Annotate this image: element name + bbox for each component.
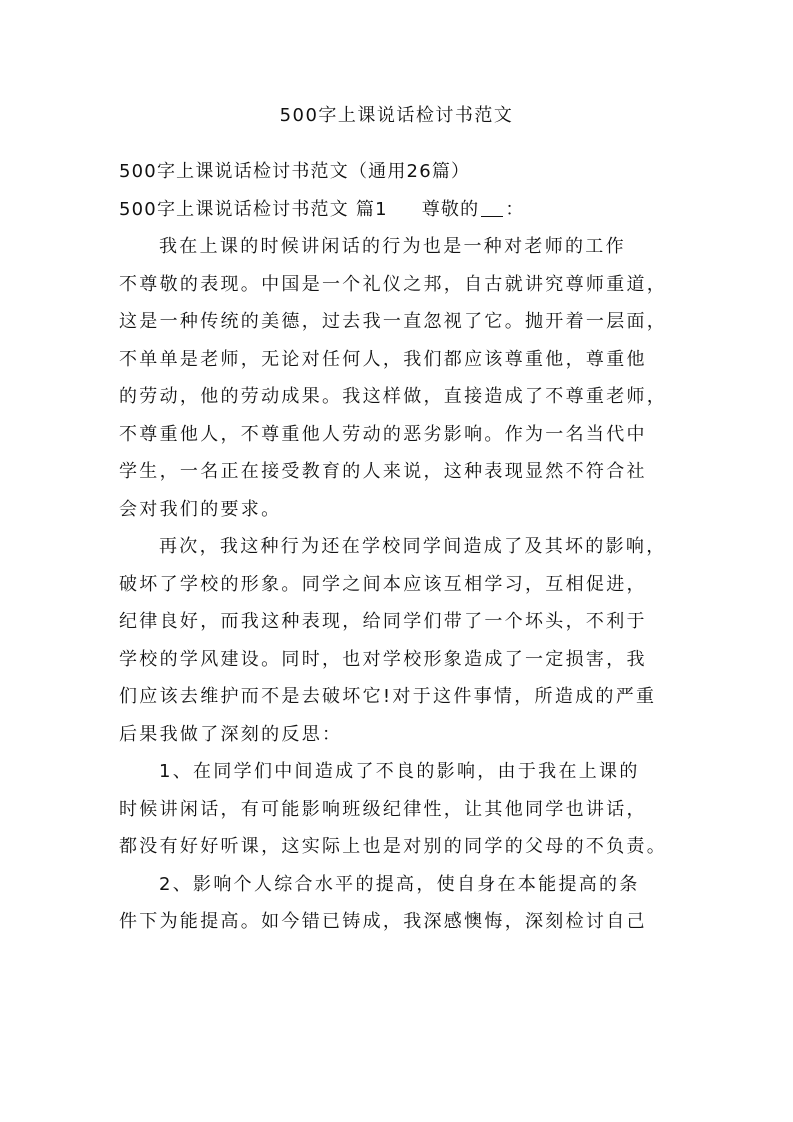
paragraph-line: 学生，一名正在接受教育的人来说，这种表现显然不符合社 (119, 461, 647, 482)
salutation-prefix: 尊敬的 (421, 198, 480, 220)
paragraph-line: 不尊重他人，不尊重他人劳动的恶劣影响。作为一名当代中 (119, 423, 647, 445)
list-item-line: 1、在同学们中间造成了不良的影响，由于我在上课的 (159, 761, 640, 782)
list-item-line: 2、影响个人综合水平的提高，使自身在本能提高的条 (159, 873, 640, 895)
paragraph-line: 的劳动，他的劳动成果。我这样做，直接造成了不尊重老师， (119, 386, 668, 407)
section-heading-label: 500字上课说话检讨书范文 篇1 (119, 198, 388, 220)
paragraph-line: 不单单是老师，无论对任何人，我们都应该尊重他，尊重他 (119, 348, 647, 370)
recipient-blank (481, 198, 503, 217)
paragraph-line: 纪律良好，而我这种表现，给同学们带了一个坏头，不利于 (119, 611, 647, 632)
section-heading (119, 195, 685, 233)
list-item-line: 时候讲闲话，有可能影响班级纪律性，让其他同学也讲话， (119, 798, 647, 820)
paragraph-line: 我在上课的时候讲闲话的行为也是一种对老师的工作 (159, 236, 626, 257)
paragraph-line: 后果我做了深刻的反思： (119, 723, 343, 745)
paragraph-line: 会对我们的要求。 (119, 498, 282, 520)
document-subtitle: 500字上课说话检讨书范文（通用26篇） (119, 161, 471, 182)
document-title: 500字上课说话检讨书范文 (279, 105, 514, 126)
paragraph-line: 这是一种传统的美德，过去我一直忽视了它。抛开着一层面， (119, 311, 668, 332)
list-item-line: 件下为能提高。如今错已铸成，我深感懊悔，深刻检讨自己 (119, 911, 647, 932)
document-body (119, 157, 685, 945)
salutation-suffix: ： (505, 198, 525, 220)
paragraph-line: 学校的学风建设。同时，也对学校形象造成了一定损害，我 (119, 648, 647, 670)
paragraph-line: 再次，我这种行为还在学校同学间造成了及其坏的影响， (159, 536, 667, 557)
paragraph-line: 们应该去维护而不是去破坏它!对于这件事情，所造成的严重 (119, 686, 657, 707)
paragraph-line: 不尊敬的表现。中国是一个礼仪之邦，自古就讲究尊师重道， (119, 273, 668, 295)
list-item-line: 都没有好好听课，这实际上也是对别的同学的父母的不负责。 (119, 836, 668, 857)
paragraph-line: 破坏了学校的形象。同学之间本应该互相学习，互相促进， (119, 573, 647, 595)
